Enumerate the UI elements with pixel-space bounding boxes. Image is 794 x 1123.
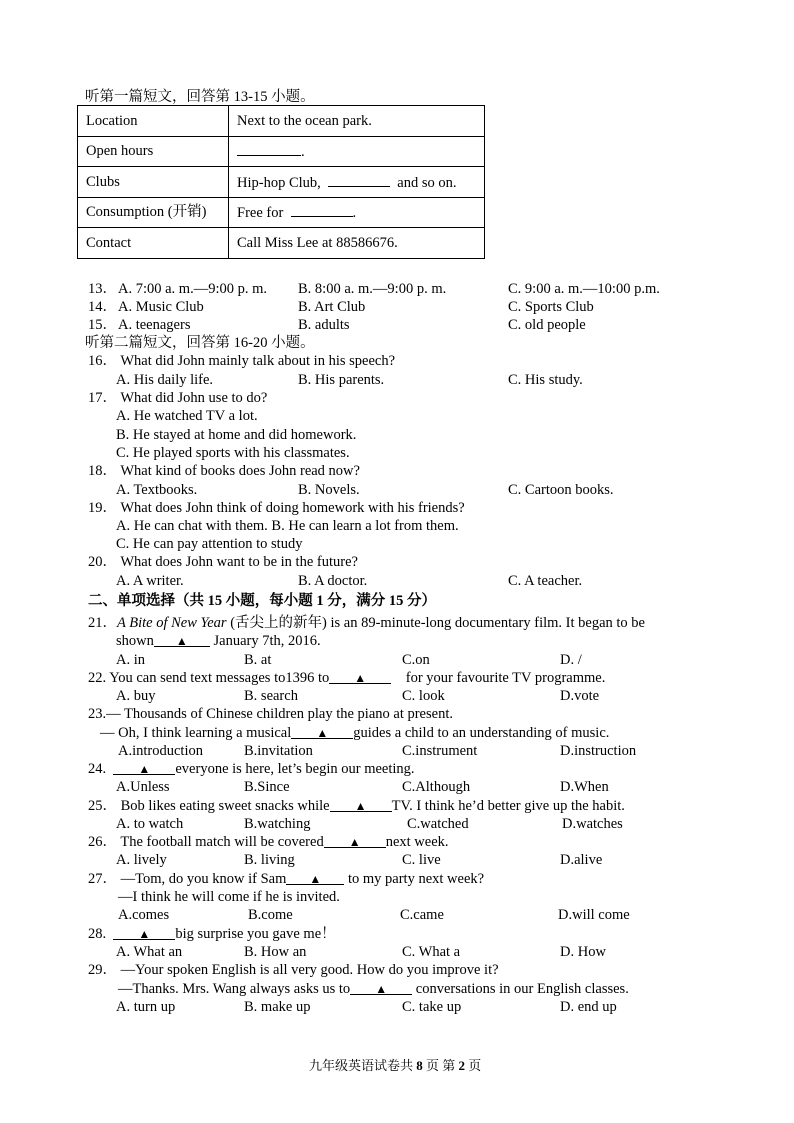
- q21-option-d[interactable]: D. /: [560, 652, 582, 668]
- question-27-stem-line2: —I think he will come if he is invited.: [118, 889, 340, 905]
- q29-option-b[interactable]: B. make up: [244, 999, 311, 1015]
- table-value: Next to the ocean park.: [229, 106, 485, 137]
- q21-option-b[interactable]: B. at: [244, 652, 272, 668]
- q17-option-c[interactable]: C. He played sports with his classmates.: [116, 445, 350, 461]
- q17-option-a[interactable]: A. He watched TV a lot.: [116, 408, 258, 424]
- q14-option-b[interactable]: B. Art Club: [298, 299, 366, 315]
- question-23-stem: 23.— Thousands of Chinese children play the piano at present.: [88, 706, 453, 722]
- table-label: Open hours: [78, 136, 229, 167]
- table-row: [78, 136, 485, 167]
- answer-blank[interactable]: [237, 141, 301, 156]
- q18-option-b[interactable]: B. Novels.: [298, 482, 360, 498]
- q27-option-d[interactable]: D.will come: [558, 907, 630, 923]
- q27-option-a[interactable]: A.comes: [118, 907, 170, 923]
- q22-option-c[interactable]: C. look: [402, 688, 445, 704]
- q18-option-a[interactable]: A. Textbooks.: [116, 482, 198, 498]
- question-21-stem: 21．A Bite of New Year (舌尖上的新年) is an 89-minute-long documentary film. It began to be: [88, 615, 645, 631]
- q23-option-d[interactable]: D.instruction: [560, 743, 637, 759]
- table-row: [78, 106, 485, 137]
- answer-blank[interactable]: ▲: [113, 760, 175, 775]
- q28-option-a[interactable]: A. What an: [116, 944, 183, 960]
- q14-option-c[interactable]: C. Sports Club: [508, 299, 594, 315]
- q24-option-d[interactable]: D.When: [560, 779, 609, 795]
- question-14-number: 14．: [88, 299, 117, 315]
- question-29-stem: 29． —Your spoken English is all very good. How do you improve it?: [88, 962, 499, 978]
- table-label: Location: [78, 106, 229, 137]
- question-25-stem: 25． Bob likes eating sweet snacks while ▲ TV. I think he’d better give up the habit.: [88, 798, 625, 814]
- passage1-info-table: [77, 105, 485, 259]
- question-27-stem: 27． —Tom, do you know if Sam ▲ to my party next week?: [88, 871, 485, 887]
- question-21-stem-line2: shown ▲ January 7th, 2016.: [116, 633, 321, 649]
- q25-option-d[interactable]: D.watches: [562, 816, 623, 832]
- q27-option-b[interactable]: B.come: [248, 907, 293, 923]
- table-value: Free for .: [229, 197, 485, 228]
- q27-option-c[interactable]: C.came: [400, 907, 444, 923]
- table-label: Consumption (开销): [78, 197, 229, 228]
- table-label: Clubs: [78, 167, 229, 198]
- page-footer: 九年级英语试卷共 8 页 第 2 页: [309, 1058, 482, 1073]
- question-15-number: 15．: [88, 317, 117, 333]
- question-24-stem: 24. ▲ everyone is here, let’s begin our meeting.: [88, 761, 415, 777]
- q16-option-b[interactable]: B. His parents.: [298, 372, 385, 388]
- q23-option-b[interactable]: B.invitation: [244, 743, 313, 759]
- table-value: Call Miss Lee at 88586676.: [229, 228, 485, 259]
- q25-option-b[interactable]: B.watching: [244, 816, 311, 832]
- answer-blank[interactable]: ▲: [350, 980, 412, 995]
- q28-option-d[interactable]: D. How: [560, 944, 606, 960]
- answer-blank[interactable]: ▲: [286, 870, 344, 885]
- q23-option-c[interactable]: C.instrument: [402, 743, 478, 759]
- question-17-stem: 17． What did John use to do?: [88, 390, 268, 406]
- q21-option-a[interactable]: A. in: [116, 652, 145, 668]
- q22-option-b[interactable]: B. search: [244, 688, 298, 704]
- q17-option-b[interactable]: B. He stayed at home and did homework.: [116, 427, 357, 443]
- table-row: [78, 167, 485, 198]
- answer-blank[interactable]: ▲: [291, 724, 353, 739]
- question-20-stem: 20． What does John want to be in the future?: [88, 554, 358, 570]
- answer-blank[interactable]: ▲: [330, 797, 392, 812]
- table-value: .: [229, 136, 485, 167]
- q26-option-d[interactable]: D.alive: [560, 852, 603, 868]
- answer-blank[interactable]: ▲: [329, 669, 391, 684]
- q26-option-c[interactable]: C. live: [402, 852, 441, 868]
- q29-option-c[interactable]: C. take up: [402, 999, 462, 1015]
- question-18-stem: 18． What kind of books does John read now?: [88, 463, 360, 479]
- q23-option-a[interactable]: A.introduction: [118, 743, 203, 759]
- answer-blank[interactable]: [328, 172, 390, 187]
- answer-blank[interactable]: ▲: [154, 632, 210, 647]
- answer-blank[interactable]: ▲: [324, 833, 386, 848]
- q16-option-c[interactable]: C. His study.: [508, 372, 583, 388]
- q13-option-b[interactable]: B. 8:00 a. m.—9:00 p. m.: [298, 281, 447, 297]
- q18-option-c[interactable]: C. Cartoon books.: [508, 482, 614, 498]
- question-26-stem: 26． The football match will be covered ▲ next week.: [88, 834, 449, 850]
- q19-option-c[interactable]: C. He can pay attention to study: [116, 536, 303, 552]
- q28-option-b[interactable]: B. How an: [244, 944, 307, 960]
- q15-option-b[interactable]: B. adults: [298, 317, 350, 333]
- q22-option-d[interactable]: D.vote: [560, 688, 600, 704]
- section-2-header: 二、单项选择（共 15 小题，每小题 1 分，满分 15 分）: [88, 593, 436, 609]
- question-29-stem-line2: —Thanks. Mrs. Wang always asks us to ▲ conversations in our English classes.: [118, 981, 629, 997]
- q20-option-b[interactable]: B. A doctor.: [298, 573, 368, 589]
- question-23-stem-line2: — Oh, I think learning a musical ▲ guides a child to an understanding of music.: [100, 725, 610, 741]
- q24-option-b[interactable]: B.Since: [244, 779, 290, 795]
- question-28-stem: 28. ▲ big surprise you gave me！: [88, 926, 336, 942]
- q25-option-c[interactable]: C.watched: [407, 816, 469, 832]
- q13-option-a[interactable]: A. 7:00 a. m.—9:00 p. m.: [118, 281, 268, 297]
- q26-option-b[interactable]: B. living: [244, 852, 295, 868]
- listening-passage1-header: 听第一篇短文，回答第 13-15 小题。: [85, 89, 315, 105]
- q28-option-c[interactable]: C. What a: [402, 944, 461, 960]
- q14-option-a[interactable]: A. Music Club: [118, 299, 204, 315]
- table-row: [78, 197, 485, 228]
- q21-option-c[interactable]: C.on: [402, 652, 430, 668]
- q22-option-a[interactable]: A. buy: [116, 688, 156, 704]
- answer-blank[interactable]: [291, 202, 353, 217]
- q29-option-a[interactable]: A. turn up: [116, 999, 176, 1015]
- q24-option-a[interactable]: A.Unless: [116, 779, 170, 795]
- listening-passage2-header: 听第二篇短文，回答第 16-20 小题。: [85, 335, 315, 351]
- q26-option-a[interactable]: A. lively: [116, 852, 167, 868]
- table-row: [78, 228, 485, 259]
- q19-options-ab[interactable]: A. He can chat with them. B. He can learn a lot from them.: [116, 518, 459, 534]
- table-value: Hip-hop Club, and so on.: [229, 167, 485, 198]
- question-22-stem: 22. You can send text messages to1396 to ▲ for your favourite TV programme.: [88, 670, 606, 686]
- q15-option-c[interactable]: C. old people: [508, 317, 586, 333]
- question-19-stem: 19． What does John think of doing homework with his friends?: [88, 500, 465, 516]
- q16-option-a[interactable]: A. His daily life.: [116, 372, 214, 388]
- q13-option-c[interactable]: C. 9:00 a. m.—10:00 p.m.: [508, 281, 660, 297]
- question-16-stem: 16． What did John mainly talk about in his speech?: [88, 353, 395, 369]
- q20-option-c[interactable]: C. A teacher.: [508, 573, 583, 589]
- q24-option-c[interactable]: C.Although: [402, 779, 471, 795]
- question-13-number: 13．: [88, 281, 117, 297]
- table-label: Contact: [78, 228, 229, 259]
- answer-blank[interactable]: ▲: [113, 925, 175, 940]
- q29-option-d[interactable]: D. end up: [560, 999, 617, 1015]
- q25-option-a[interactable]: A. to watch: [116, 816, 184, 832]
- q20-option-a[interactable]: A. A writer.: [116, 573, 184, 589]
- q15-option-a[interactable]: A. teenagers: [118, 317, 191, 333]
